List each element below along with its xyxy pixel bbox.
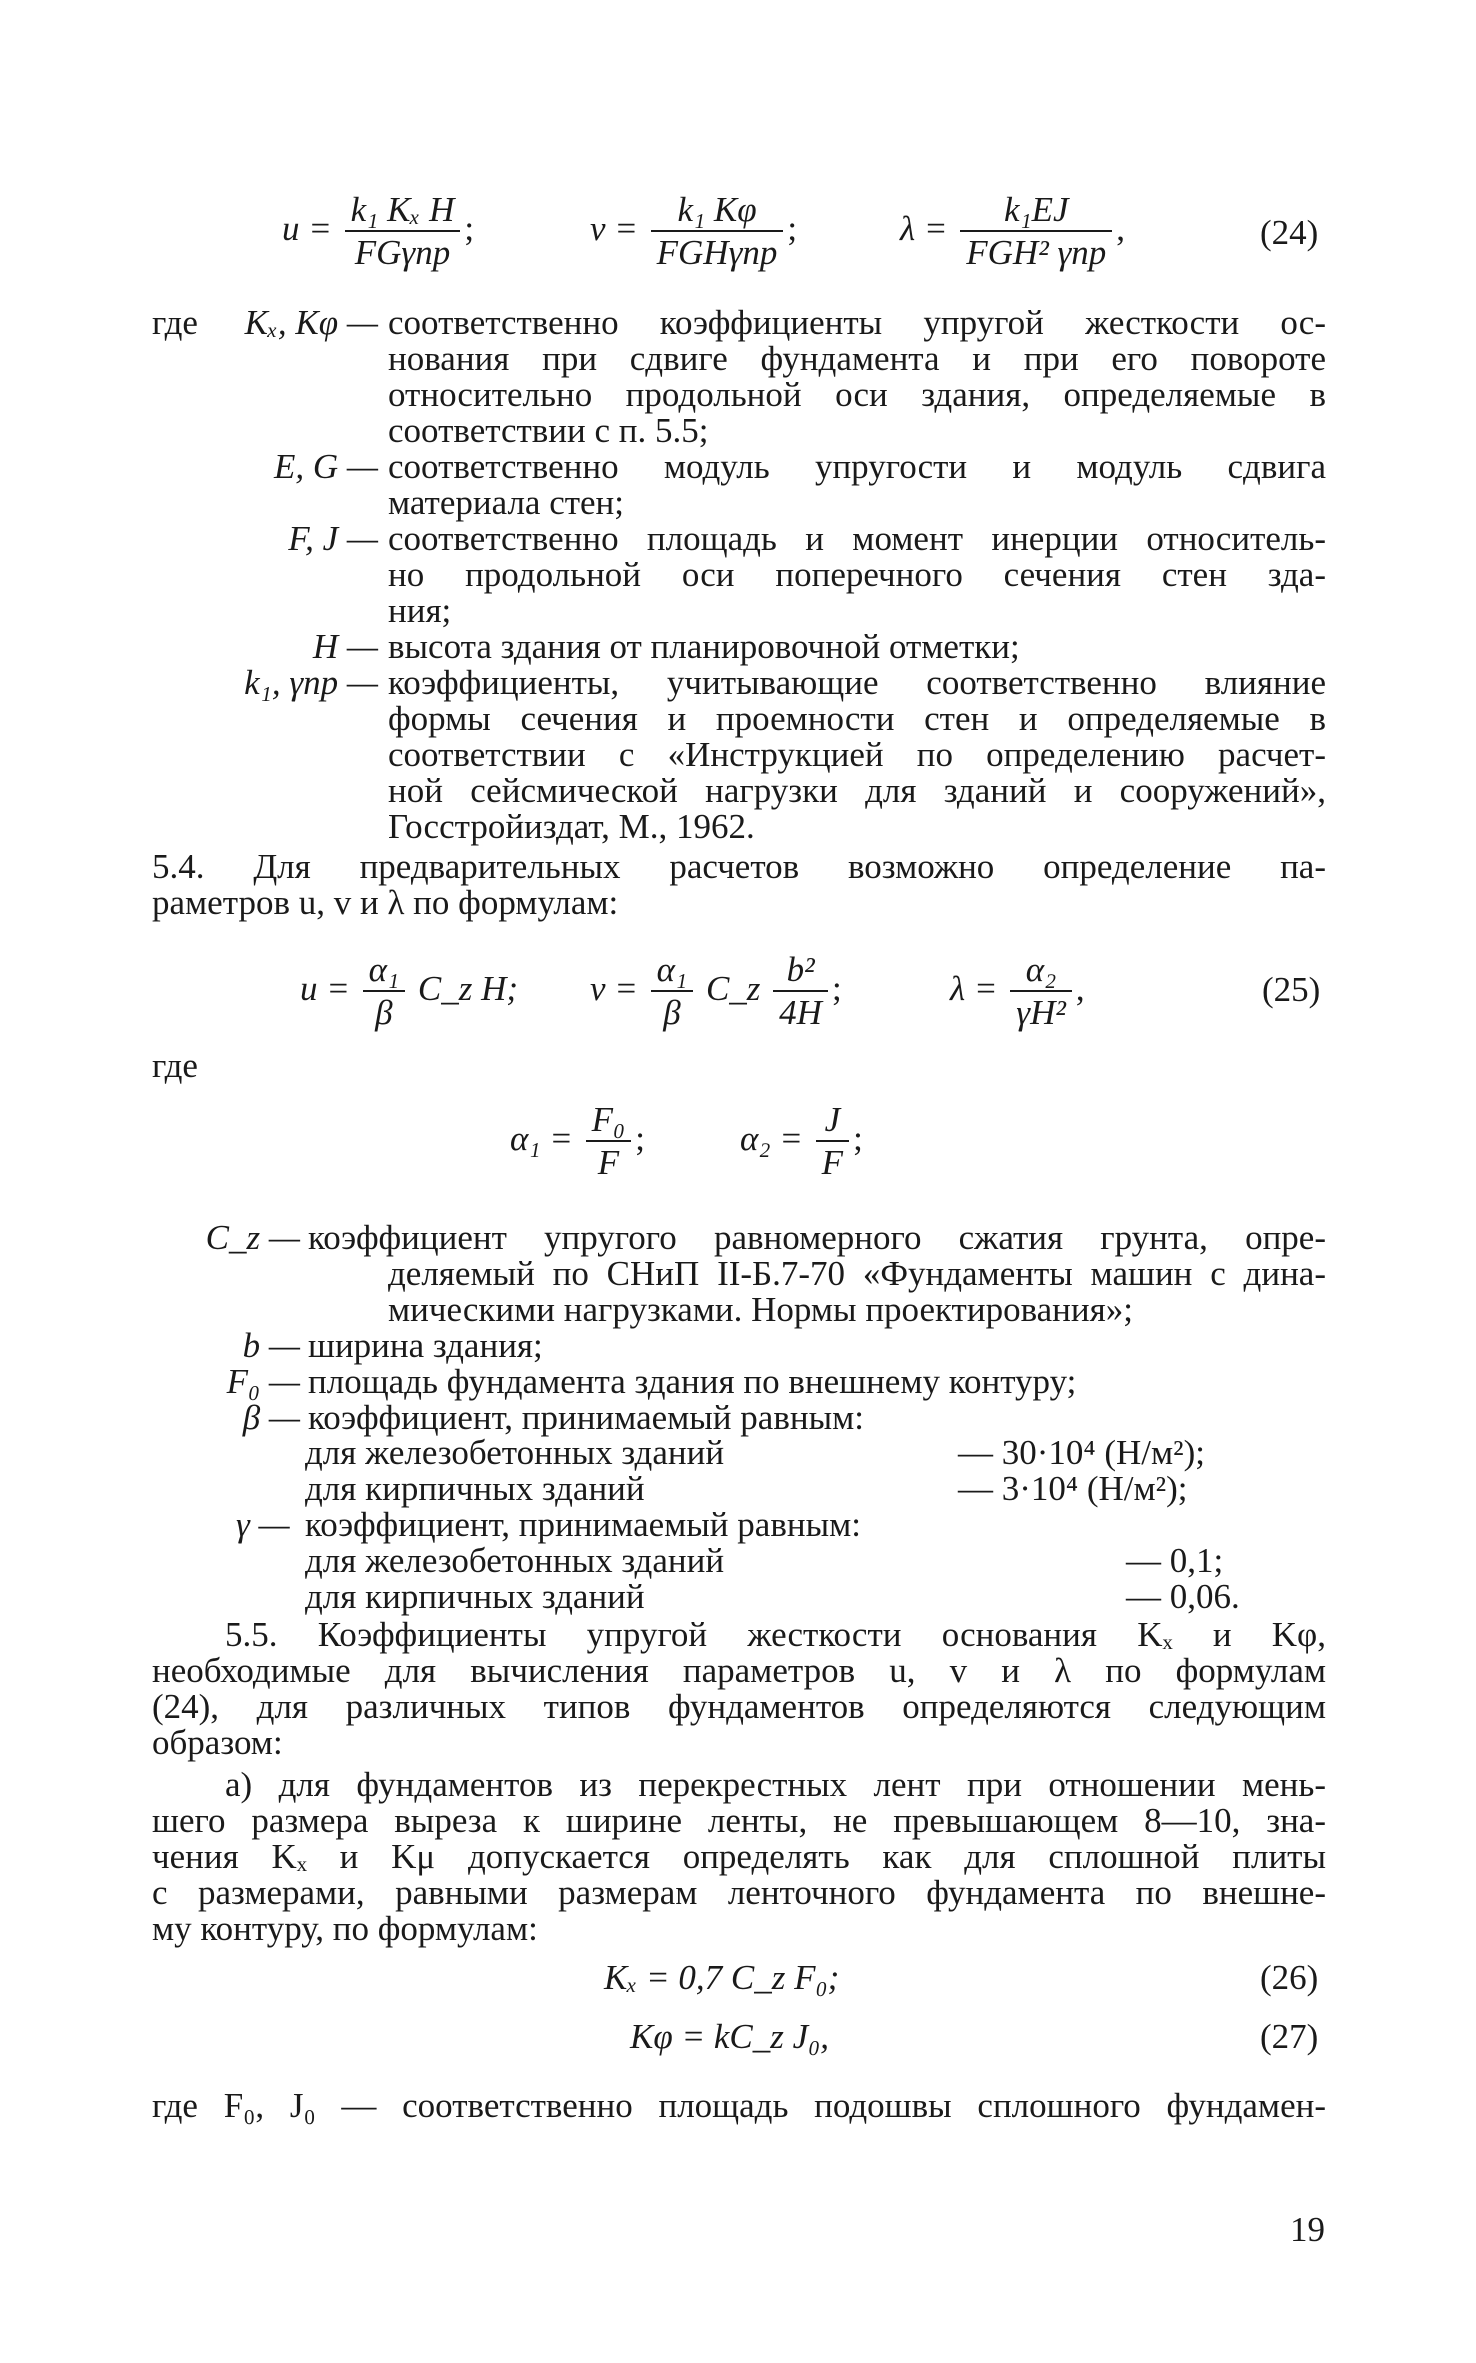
beta-value-label: для кирпичных зданий xyxy=(305,1469,645,1508)
formula-25-lambda-numerator: α₂ xyxy=(1025,950,1057,989)
page-number: 19 xyxy=(1290,2210,1325,2249)
definition-symbol: β — xyxy=(242,1398,300,1437)
definition-text-line: ширина здания; xyxy=(308,1326,543,1365)
gamma-value-label: для железобетонных зданий xyxy=(305,1541,725,1580)
formula-24-sep-2: ; xyxy=(787,209,798,249)
gamma-value-label: для кирпичных зданий xyxy=(305,1577,645,1616)
gamma-symbol: γ — xyxy=(236,1505,290,1544)
definition-text-line: соответственно коэффициенты упругой жесткости ос- xyxy=(388,303,1326,342)
definition-text-line: нования при сдвиге фундамента и при его повороте xyxy=(388,339,1326,378)
formula-24-u-numerator: k₁ Kₓ H xyxy=(350,190,455,229)
section-5-4-line-1: 5.4. Для предварительных расчетов возможно определение па- xyxy=(152,847,1326,886)
beta-value-label: для железобетонных зданий xyxy=(305,1433,725,1472)
definition-symbol: C_z — xyxy=(205,1218,300,1257)
section-5-5-line: (24), для различных типов фундаментов определяются следующим xyxy=(152,1687,1326,1726)
formula-25-v-fraction-1 xyxy=(651,950,694,1034)
definition-text-line: формы сечения и проемности стен и определяемые в xyxy=(388,699,1326,738)
section-5-4-line-2: раметров u, v и λ по формулам: xyxy=(152,883,619,922)
definition-text-line: коэффициенты, учитывающие соответственно влияние xyxy=(388,663,1326,702)
formula-25-u-numerator: α₁ xyxy=(368,950,400,989)
formula-24-end: , xyxy=(1116,209,1125,249)
alpha-1-denominator: F xyxy=(586,1140,632,1184)
alpha-2-numerator: J xyxy=(824,1100,841,1139)
formula-25-sep: ; xyxy=(831,969,842,1009)
definition-text-line: ной сейсмической нагрузки для зданий и сооружений», xyxy=(388,771,1326,810)
item-a-line: шего размера выреза к ширине ленты, не превышающем 8—10, зна- xyxy=(152,1801,1326,1840)
formula-25-v-denominator-1: β xyxy=(651,990,694,1034)
formula-24-v-fraction xyxy=(651,190,784,274)
definition-text-line: соответственно модуль упругости и модуль сдвига xyxy=(388,447,1326,486)
formula-24-lambda-fraction xyxy=(960,190,1112,274)
definition-symbol: b — xyxy=(242,1326,300,1365)
definitions-intro: где xyxy=(152,303,198,342)
alpha-2-sep: ; xyxy=(853,1119,863,1159)
formula-25-u-fraction xyxy=(363,950,406,1034)
formula-25-v-mid: C_z xyxy=(705,969,761,1009)
alpha-1-numerator: F₀ xyxy=(591,1100,626,1139)
beta-value-value: — 3·10⁴ (Н/м²); xyxy=(958,1469,1188,1508)
formula-25-lambda-denominator: γH² xyxy=(1010,990,1072,1034)
definition-symbol: F₀ — xyxy=(226,1362,300,1401)
section-5-5-line: образом: xyxy=(152,1723,283,1762)
definition-text-line: но продольной оси поперечного сечения стен зда- xyxy=(388,555,1326,594)
formula-24-lambda-numerator: k₁EJ xyxy=(1003,190,1069,229)
where-label-2: где xyxy=(152,1046,198,1085)
definition-text-line: соответственно площадь и момент инерции относитель- xyxy=(388,519,1326,558)
definition-symbol: Kₓ, Kφ — xyxy=(244,303,378,342)
definition-text-line: Госстройиздат, М., 1962. xyxy=(388,807,755,846)
alpha-1-fraction xyxy=(586,1100,632,1184)
formula-25-v-lhs: v = xyxy=(590,969,638,1009)
definition-symbol: H — xyxy=(312,627,378,666)
formula-24-lambda-denominator: FGH² γпр xyxy=(960,230,1112,274)
definition-text-line: соответствии с п. 5.5; xyxy=(388,411,709,450)
definition-text-line: относительно продольной оси здания, определяемые в xyxy=(388,375,1326,414)
formula-24-lambda-lhs: λ = xyxy=(900,209,948,249)
alpha-2-lhs: α₂ = xyxy=(740,1119,803,1159)
section-5-5-line: 5.5. Коэффициенты упругой жесткости основания Kₓ и Kφ, xyxy=(225,1615,1326,1654)
formula-24-number: (24) xyxy=(1260,213,1319,252)
formula-24-sep-1: ; xyxy=(464,209,475,249)
formula-25-v-numerator-1: α₁ xyxy=(656,950,688,989)
formula-25-u-denominator: β xyxy=(363,990,406,1034)
formula-25-lambda-fraction xyxy=(1010,950,1072,1034)
alpha-1-lhs: α₁ = xyxy=(510,1119,573,1159)
definition-text-line: коэффициент упругого равномерного сжатия грунта, опре- xyxy=(308,1218,1326,1257)
formula-25-lambda-lhs: λ = xyxy=(950,969,998,1009)
definition-symbol: E, G — xyxy=(273,447,378,486)
gamma-text: коэффициент, принимаемый равным: xyxy=(305,1505,861,1544)
gamma-value-value: — 0,1; xyxy=(1126,1541,1224,1580)
alpha-1-sep: ; xyxy=(635,1119,645,1159)
formula-27-number: (27) xyxy=(1260,2017,1319,2056)
definition-text-line: коэффициент, принимаемый равным: xyxy=(308,1398,864,1437)
formula-25-number: (25) xyxy=(1262,970,1321,1009)
definition-text-line: деляемый по СНиП II-Б.7-70 «Фундаменты машин с дина- xyxy=(388,1254,1326,1293)
item-a-line: с размерами, равными размерам ленточного фундамента по внешне- xyxy=(152,1873,1326,1912)
definition-symbol: F, J — xyxy=(288,519,378,558)
definition-text-line: высота здания от планировочной отметки; xyxy=(388,627,1020,666)
gamma-value-value: — 0,06. xyxy=(1126,1577,1240,1616)
definition-text-line: материала стен; xyxy=(388,483,625,522)
definition-symbol: k₁, γпр — xyxy=(244,663,378,702)
formula-25-v-fraction-2 xyxy=(773,950,828,1034)
formula-24-v-denominator: FGHγпр xyxy=(651,230,784,274)
definition-text-line: мическими нагрузками. Нормы проектирования»; xyxy=(388,1290,1133,1329)
item-a-line: а) для фундаментов из перекрестных лент при отношении мень- xyxy=(225,1765,1326,1804)
formula-25-v-numerator-2: b² xyxy=(786,950,815,989)
alpha-2-denominator: F xyxy=(816,1140,849,1184)
definition-text-line: площадь фундамента здания по внешнему контуру; xyxy=(308,1362,1077,1401)
formula-26-text: Kₓ = 0,7 C_z F₀; xyxy=(604,1958,840,1997)
formula-26-number: (26) xyxy=(1260,1958,1319,1997)
formula-24-v-lhs: v = xyxy=(590,209,638,249)
formula-24-u-denominator: FGγпр xyxy=(345,230,461,274)
last-line: где F₀, J₀ — соответственно площадь подошвы сплошного фундамен- xyxy=(152,2086,1326,2125)
formula-24-v-numerator: k₁ Kφ xyxy=(677,190,757,229)
definition-text-line: соответствии с «Инструкцией по определению расчет- xyxy=(388,735,1326,774)
beta-value-value: — 30·10⁴ (Н/м²); xyxy=(958,1433,1206,1472)
formula-24-u-lhs: u = xyxy=(282,209,332,249)
formula-24-u-fraction xyxy=(345,190,461,274)
section-5-5-line: необходимые для вычисления параметров u, v и λ по формулам xyxy=(152,1651,1326,1690)
formula-25-u-lhs: u = xyxy=(300,969,350,1009)
formula-25-v-denominator-2: 4H xyxy=(773,990,828,1034)
item-a-line: чения Kₓ и Kμ допускается определять как для сплошной плиты xyxy=(152,1837,1326,1876)
formula-25-end: , xyxy=(1075,969,1085,1009)
definition-text-line: ния; xyxy=(388,591,452,630)
alpha-2-fraction xyxy=(816,1100,849,1184)
formula-25-u-rest: C_z H; xyxy=(417,969,519,1009)
formula-27-text: Kφ = kC_z J₀, xyxy=(630,2017,830,2056)
item-a-line: му контуру, по формулам: xyxy=(152,1909,538,1948)
